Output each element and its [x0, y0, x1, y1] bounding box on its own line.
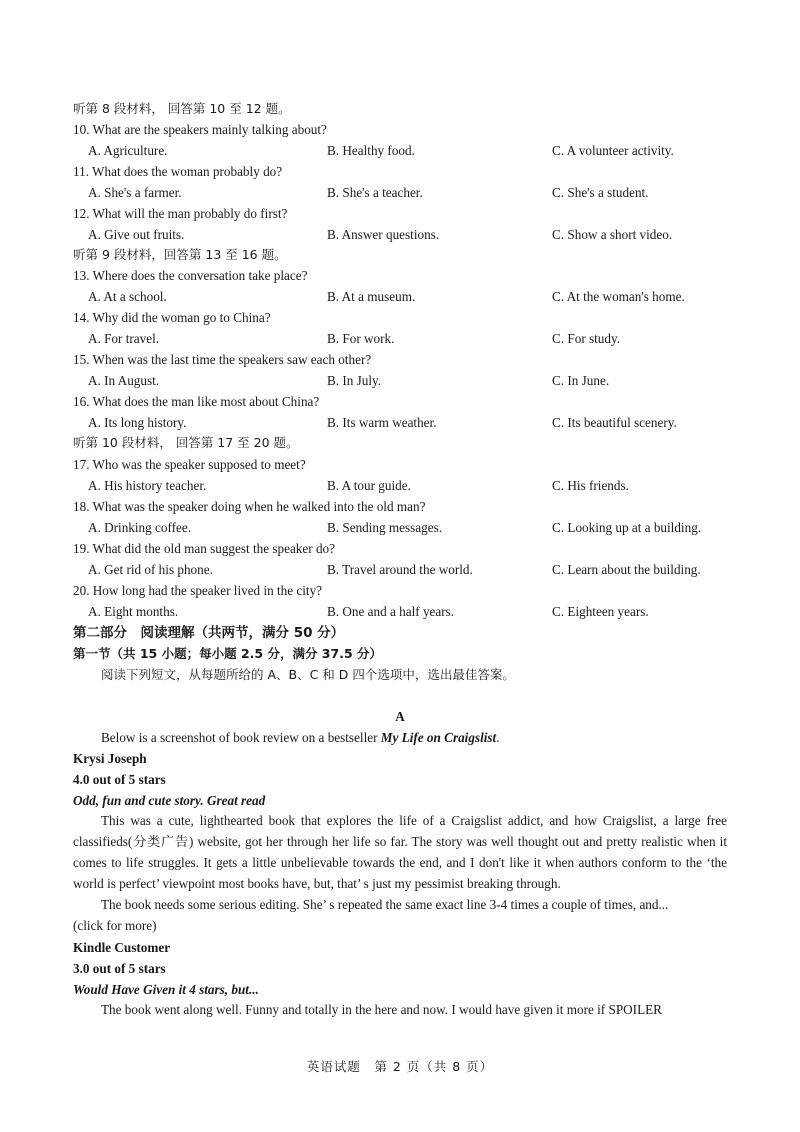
- intro-prefix: Below is a screenshot of book review on a bestseller: [101, 730, 381, 745]
- passage-intro: [101, 729, 500, 747]
- question-18: 18. What was the speaker doing when he walked into the old man?: [73, 499, 426, 514]
- question-11: 11. What does the woman probably do?: [73, 164, 283, 179]
- reviewer-name: Kindle Customer: [73, 940, 171, 955]
- option-b: B. Travel around the world.: [327, 562, 473, 577]
- option-c: C. For study.: [552, 331, 621, 346]
- options-19: [0, 561, 800, 579]
- options-11: [0, 184, 800, 202]
- question-14: 14. Why did the woman go to China?: [73, 310, 271, 325]
- option-a: A. She's a farmer.: [88, 185, 182, 200]
- options-16: [0, 414, 800, 432]
- review-rating: 4.0 out of 5 stars: [73, 772, 166, 787]
- option-c: C. In June.: [552, 373, 610, 388]
- reading-part-title: 第二部分 阅读理解（共两节，满分 50 分）: [73, 625, 345, 641]
- listening-section-10-header: 听第 10 段材料， 回答第 17 至 20 题。: [73, 435, 299, 450]
- listening-section-8-header: 听第 8 段材料， 回答第 10 至 12 题。: [73, 101, 291, 116]
- option-a: A. For travel.: [88, 331, 160, 346]
- option-c: C. Its beautiful scenery.: [552, 415, 677, 430]
- reviewer-name: Krysi Joseph: [73, 751, 147, 766]
- question-19: 19. What did the old man suggest the speaker do?: [73, 541, 335, 556]
- question-20: 20. How long had the speaker lived in the city?: [73, 583, 323, 598]
- reading-section-title: 第一节（共 15 小题；每小题 2.5 分，满分 37.5 分）: [73, 646, 382, 661]
- option-a: A. Get rid of his phone.: [88, 562, 213, 577]
- reading-instruction: 阅读下列短文，从每题所给的 A、B、C 和 D 四个选项中，选出最佳答案。: [101, 667, 515, 682]
- option-a: A. Agriculture.: [88, 143, 168, 158]
- option-a: A. Give out fruits.: [88, 227, 185, 242]
- option-a: A. At a school.: [88, 289, 167, 304]
- option-c: C. Looking up at a building.: [552, 520, 702, 535]
- option-b: B. Answer questions.: [327, 227, 440, 242]
- options-10: [0, 142, 800, 160]
- option-b: B. At a museum.: [327, 289, 416, 304]
- option-a: A. Its long history.: [88, 415, 187, 430]
- option-c: C. Learn about the building.: [552, 562, 701, 577]
- options-12: [0, 226, 800, 244]
- option-a: A. Eight months.: [88, 604, 179, 619]
- option-c: C. At the woman's home.: [552, 289, 685, 304]
- listening-section-9-header: 听第 9 段材料，回答第 13 至 16 题。: [73, 247, 287, 262]
- options-13: [0, 288, 800, 306]
- options-20: [0, 603, 800, 621]
- review-1-paragraph-2: The book needs some serious editing. She’ s repeated the same exact line 3-4 times a couple of times, and...: [101, 897, 669, 912]
- option-b: B. In July.: [327, 373, 382, 388]
- book-title: My Life on Craigslist: [380, 730, 497, 745]
- review-2-paragraph-1: The book went along well. Funny and totally in the here and now. I would have given it more if SPOILER: [101, 1002, 662, 1017]
- question-17: 17. Who was the speaker supposed to meet?: [73, 457, 306, 472]
- review-headline: Odd, fun and cute story. Great read: [73, 793, 266, 808]
- review-1-body: [73, 810, 727, 936]
- option-a: A. His history teacher.: [88, 478, 207, 493]
- options-15: [0, 372, 800, 390]
- options-14: [0, 330, 800, 348]
- passage-letter: A: [395, 709, 405, 724]
- click-for-more-link[interactable]: (click for more): [73, 918, 157, 933]
- option-c: C. A volunteer activity.: [552, 143, 674, 158]
- option-b: B. Healthy food.: [327, 143, 415, 158]
- options-17: [0, 477, 800, 495]
- option-b: B. Sending messages.: [327, 520, 443, 535]
- option-c: C. Eighteen years.: [552, 604, 649, 619]
- question-15: 15. When was the last time the speakers saw each other?: [73, 352, 372, 367]
- options-18: [0, 519, 800, 537]
- option-a: A. In August.: [88, 373, 160, 388]
- review-rating: 3.0 out of 5 stars: [73, 961, 166, 976]
- option-c: C. Show a short video.: [552, 227, 673, 242]
- question-13: 13. Where does the conversation take place?: [73, 268, 308, 283]
- option-c: C. His friends.: [552, 478, 629, 493]
- question-10: 10. What are the speakers mainly talking about?: [73, 122, 327, 137]
- option-b: B. Its warm weather.: [327, 415, 437, 430]
- option-c: C. She's a student.: [552, 185, 649, 200]
- option-b: B. One and a half years.: [327, 604, 455, 619]
- option-a: A. Drinking coffee.: [88, 520, 192, 535]
- review-1-paragraph-1: This was a cute, lighthearted book that explores the life of a Craigslist addict, and how Craigslist, a large free classifieds(分类广告) website, got her through her life so far. The story was well thought out and pretty realistic when it comes to life struggles. It gets a little unbelievable towards the end, and I don't like it when authors conform to the ‘the world is perfect’ viewpoint most books have, but, that’ s just my pessimist breaking through.: [73, 813, 727, 891]
- option-b: B. A tour guide.: [327, 478, 411, 493]
- review-headline: Would Have Given it 4 stars, but...: [73, 982, 259, 997]
- option-b: B. For work.: [327, 331, 395, 346]
- intro-suffix: .: [496, 730, 500, 745]
- question-16: 16. What does the man like most about China?: [73, 394, 320, 409]
- review-2-body: [73, 999, 727, 1020]
- question-12: 12. What will the man probably do first?: [73, 206, 288, 221]
- page-footer: 英语试题 第 2 页（共 8 页）: [306, 1059, 494, 1074]
- option-b: B. She's a teacher.: [327, 185, 423, 200]
